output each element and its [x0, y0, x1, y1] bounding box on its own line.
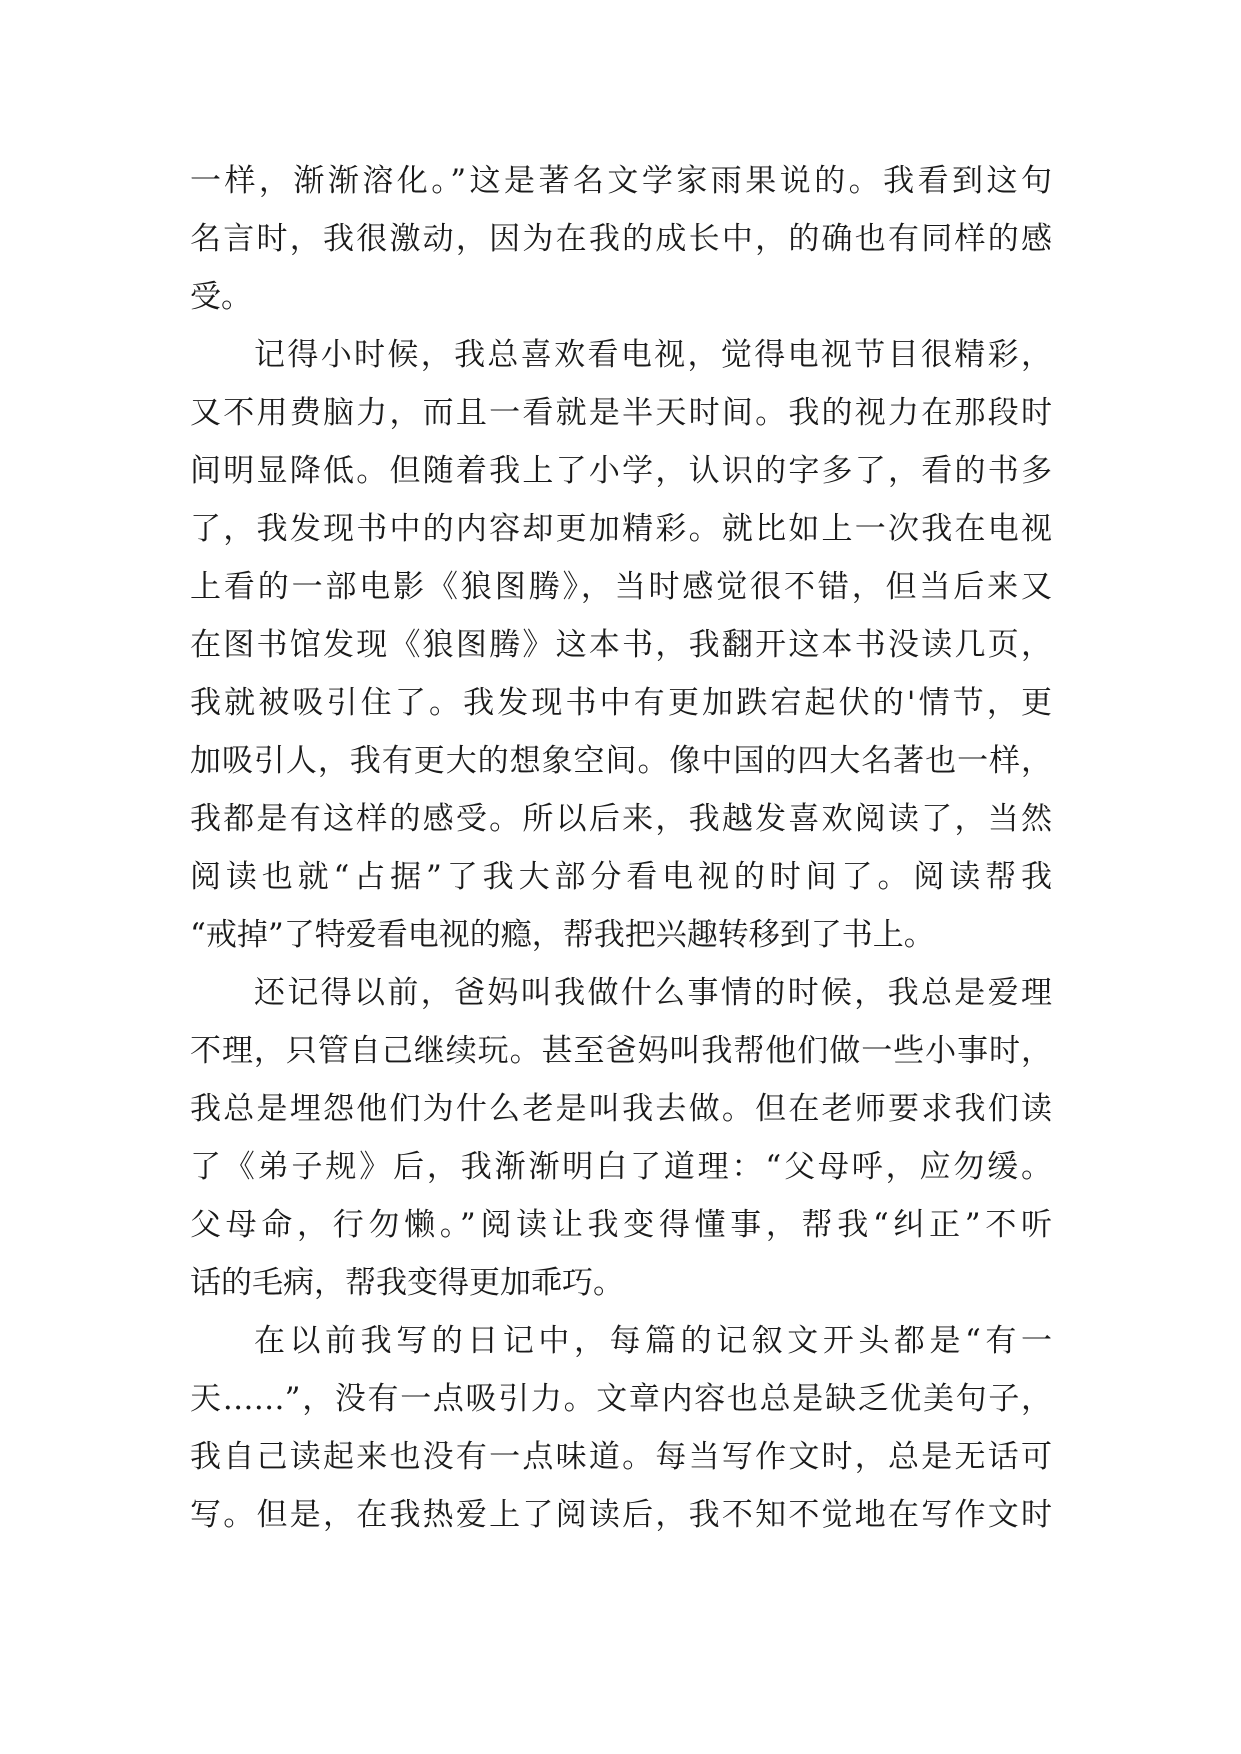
text-line: 我就被吸引住了。我发现书中有更加跌宕起伏的'情节，更 — [190, 685, 1052, 721]
text-line: 父母命，行勿懒。”阅读让我变得懂事，帮我“纠正”不听 — [190, 1207, 1052, 1243]
text-line: 间明显降低。但随着我上了小学，认识的字多了，看的书多 — [190, 453, 1052, 489]
text-line: 受。 — [190, 279, 252, 315]
text-line: 加吸引人，我有更大的想象空间。像中国的四大名著也一样， — [190, 743, 1052, 779]
text-line: 天……”，没有一点吸引力。文章内容也总是缺乏优美句子， — [190, 1381, 1052, 1417]
text-line: 名言时，我很激动，因为在我的成长中，的确也有同样的感 — [190, 221, 1052, 257]
text-line: 我总是埋怨他们为什么老是叫我去做。但在老师要求我们读 — [190, 1091, 1052, 1127]
text-line: 不理，只管自己继续玩。甚至爸妈叫我帮他们做一些小事时， — [190, 1033, 1052, 1069]
text-line: 了，我发现书中的内容却更加精彩。就比如上一次我在电视 — [190, 511, 1052, 547]
text-line: 写。但是，在我热爱上了阅读后，我不知不觉地在写作文时 — [190, 1497, 1052, 1533]
text-line: 上看的一部电影《狼图腾》，当时感觉很不错，但当后来又 — [190, 569, 1052, 605]
text-line: “戒掉”了特爱看电视的瘾，帮我把兴趣转移到了书上。 — [190, 917, 935, 953]
text-line: 又不用费脑力，而且一看就是半天时间。我的视力在那段时 — [190, 395, 1052, 431]
text-line: 了《弟子规》后，我渐渐明白了道理：“父母呼，应勿缓。 — [190, 1149, 1052, 1185]
text-line: 在图书馆发现《狼图腾》这本书，我翻开这本书没读几页， — [190, 627, 1052, 663]
text-line: 话的毛病，帮我变得更加乖巧。 — [190, 1265, 624, 1301]
text-line: 我自己读起来也没有一点味道。每当写作文时，总是无话可 — [190, 1439, 1052, 1475]
text-line: 阅读也就“占据”了我大部分看电视的时间了。阅读帮我 — [190, 859, 1052, 895]
text-line: 在以前我写的日记中，每篇的记叙文开头都是“有一 — [254, 1323, 1052, 1359]
text-line: 还记得以前，爸妈叫我做什么事情的时候，我总是爱理 — [254, 975, 1052, 1011]
text-line: 一样，渐渐溶化。”这是著名文学家雨果说的。我看到这句 — [190, 163, 1052, 199]
text-line: 我都是有这样的感受。所以后来，我越发喜欢阅读了，当然 — [190, 801, 1052, 837]
essay-body — [190, 152, 1052, 1544]
text-line: 记得小时候，我总喜欢看电视，觉得电视节目很精彩， — [254, 337, 1052, 373]
